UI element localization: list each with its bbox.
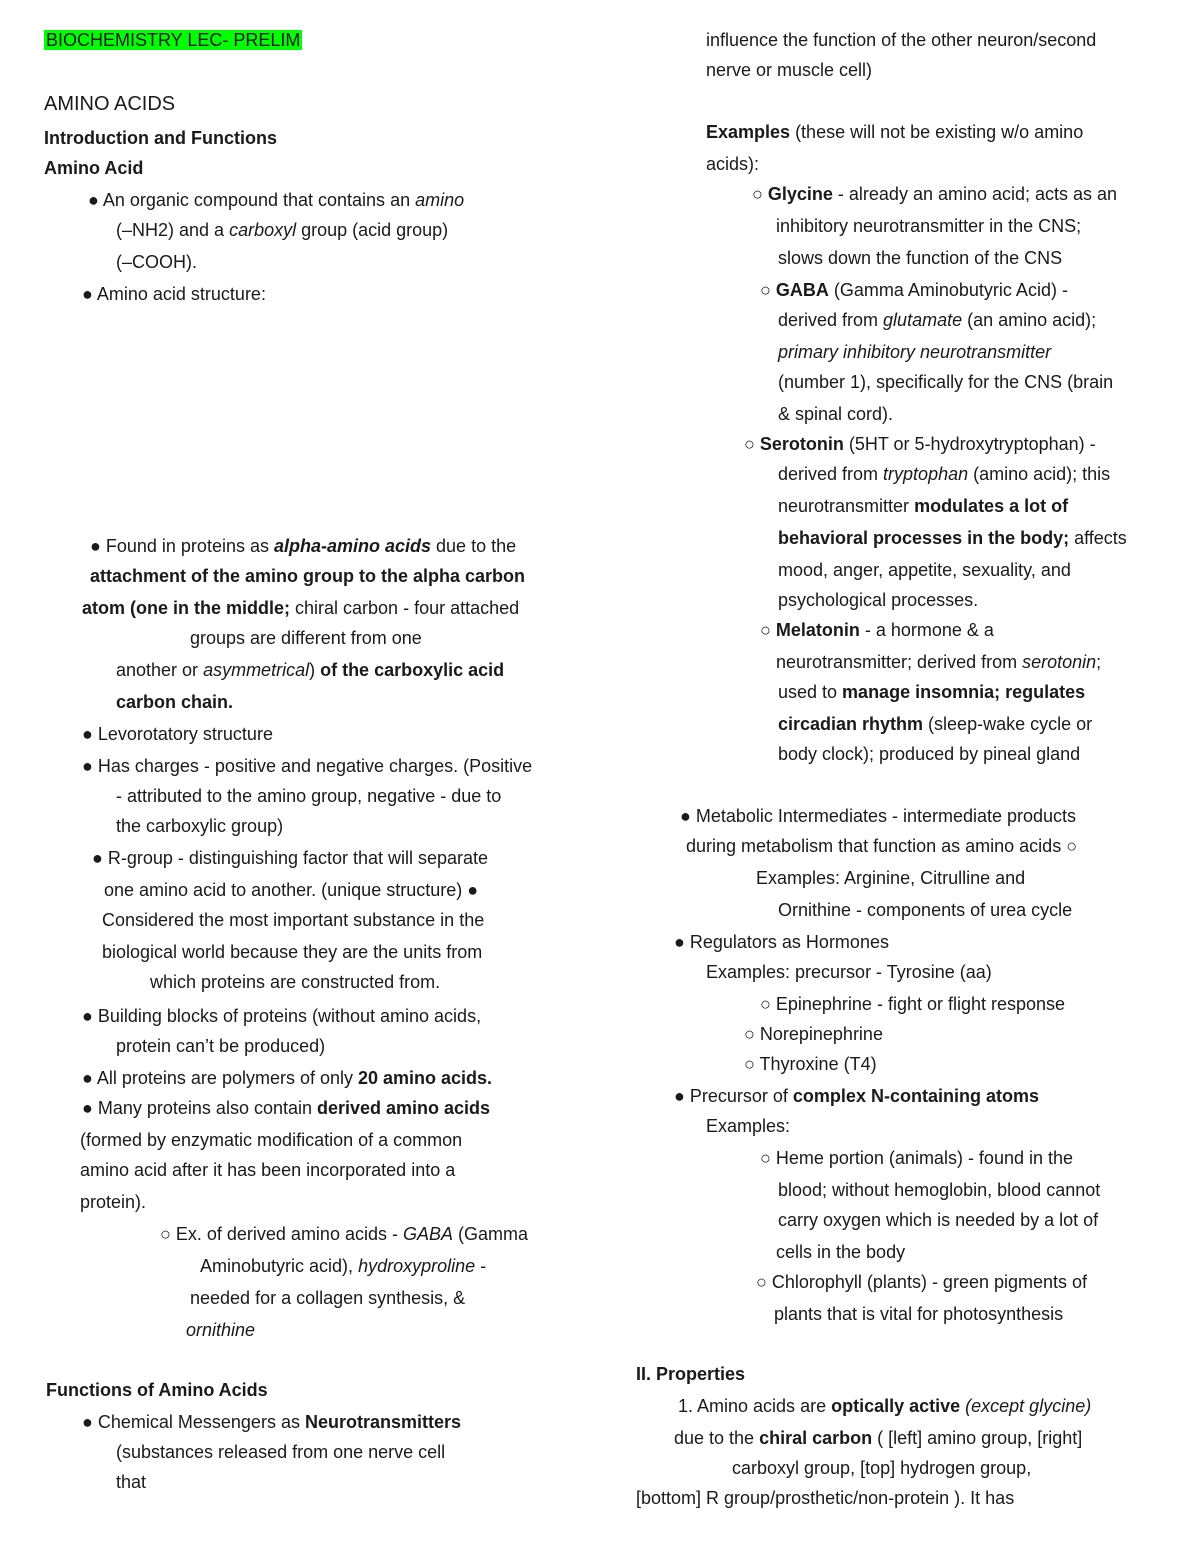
text-line: Examples: Arginine, Citrulline and [756, 868, 1026, 888]
text-line: influence the function of the other neuron/second [706, 30, 1097, 50]
text-line: due to the chiral carbon ( [left] amino group, [right] [674, 1428, 1083, 1448]
text-line: protein). [80, 1192, 147, 1212]
text-line: atom (one in the middle; chiral carbon - four attached [82, 598, 520, 618]
text-line: ● Building blocks of proteins (without amino acids, [82, 1006, 482, 1026]
text-line: which proteins are constructed from. [150, 972, 441, 992]
text-line: another or asymmetrical) of the carboxylic acid [116, 660, 505, 680]
text-line: ○ Melatonin - a hormone & a [760, 620, 994, 640]
text-line: ○ Epinephrine - fight or flight response [760, 994, 1066, 1014]
text-line: circadian rhythm (sleep-wake cycle or [778, 714, 1093, 734]
text-line: ● Many proteins also contain derived amino acids [82, 1098, 491, 1118]
text-line: ● Has charges - positive and negative charges. (Positive [82, 756, 533, 776]
highlighted-title: BIOCHEMISTRY LEC- PRELIM [46, 30, 301, 50]
text-line: ○ Heme portion (animals) - found in the [760, 1148, 1074, 1168]
text-line: ○ Thyroxine (T4) [744, 1054, 877, 1074]
text-line: mood, anger, appetite, sexuality, and [778, 560, 1071, 580]
text-line: ● Found in proteins as alpha-amino acids due to the [90, 536, 517, 556]
text-line: acids): [706, 154, 760, 174]
text-line: amino acid after it has been incorporated into a [80, 1160, 456, 1180]
text-line: derived from tryptophan (amino acid); this [778, 464, 1111, 484]
text-line: carry oxygen which is needed by a lot of [778, 1210, 1099, 1230]
text-line: behavioral processes in the body; affects [778, 528, 1127, 548]
text-line: ○ Ex. of derived amino acids - GABA (Gamma [160, 1224, 529, 1244]
text-line: ○ Serotonin (5HT or 5-hydroxytryptophan) - [744, 434, 1096, 454]
text-line: groups are different from one [190, 628, 422, 648]
text-line: carbon chain. [116, 692, 234, 712]
text-line: carboxyl group, [top] hydrogen group, [732, 1458, 1032, 1478]
text-line: Considered the most important substance in the [102, 910, 485, 930]
text-line: blood; without hemoglobin, blood cannot [778, 1180, 1101, 1200]
text-line: - attributed to the amino group, negative - due to [116, 786, 502, 806]
text-line: biological world because they are the units from [102, 942, 483, 962]
subheading-properties: II. Properties [636, 1364, 746, 1384]
text-line: Examples: [706, 1116, 791, 1136]
text-line: (number 1), specifically for the CNS (brain [778, 372, 1114, 392]
text-line: one amino acid to another. (unique structure) ● [104, 880, 479, 900]
text-line: plants that is vital for photosynthesis [774, 1304, 1064, 1324]
text-line: primary inhibitory neurotransmitter [778, 342, 1052, 362]
text-line: neurotransmitter modulates a lot of [778, 496, 1069, 516]
text-line: neurotransmitter; derived from serotonin; [776, 652, 1102, 672]
text-line: Ornithine - components of urea cycle [778, 900, 1073, 920]
text-line: ○ Norepinephrine [744, 1024, 883, 1044]
text-line: (formed by enzymatic modification of a common [80, 1130, 463, 1150]
text-line: attachment of the amino group to the alpha carbon [90, 566, 526, 586]
document-title [44, 28, 302, 52]
text-line: Aminobutyric acid), hydroxyproline - [200, 1256, 487, 1276]
text-line: ● Amino acid structure: [82, 284, 266, 304]
text-line: ● Levorotatory structure [82, 724, 273, 744]
text-line: (–COOH). [116, 252, 197, 272]
text-line: (–NH2) and a carboxyl group (acid group) [116, 220, 449, 240]
text-line: the carboxylic group) [116, 816, 284, 836]
text-line: ● R-group - distinguishing factor that will separate [92, 848, 489, 868]
text-line: ○ Glycine - already an amino acid; acts as an [752, 184, 1118, 204]
text-line: Examples: precursor - Tyrosine (aa) [706, 962, 992, 982]
subheading-intro: Introduction and Functions [44, 128, 277, 148]
text-line: ● Metabolic Intermediates - intermediate products [680, 806, 1077, 826]
text-line: ornithine [186, 1320, 256, 1340]
text-line: 1. Amino acids are optically active (except glycine) [678, 1396, 1092, 1416]
text-line: & spinal cord). [778, 404, 894, 424]
text-line: inhibitory neurotransmitter in the CNS; [776, 216, 1082, 236]
text-line: protein can’t be produced) [116, 1036, 326, 1056]
text-line: during metabolism that function as amino acids ○ [686, 836, 1078, 856]
text-line: ○ GABA (Gamma Aminobutyric Acid) - [760, 280, 1068, 300]
text-line: derived from glutamate (an amino acid); [778, 310, 1097, 330]
text-line: ● Precursor of complex N-containing atoms [674, 1086, 1039, 1106]
subheading-amino-acid: Amino Acid [44, 158, 144, 178]
text-line: that [116, 1472, 147, 1492]
text-line: psychological processes. [778, 590, 979, 610]
text-line: needed for a collagen synthesis, & [190, 1288, 466, 1308]
text-line: ● Chemical Messengers as Neurotransmitters [82, 1412, 461, 1432]
text-line: ● Regulators as Hormones [674, 932, 889, 952]
text-line: slows down the function of the CNS [778, 248, 1063, 268]
text-line: cells in the body [776, 1242, 906, 1262]
text-line: used to manage insomnia; regulates [778, 682, 1086, 702]
subheading-functions: Functions of Amino Acids [46, 1380, 268, 1400]
text-line: Examples (these will not be existing w/o amino [706, 122, 1084, 142]
text-line: (substances released from one nerve cell [116, 1442, 446, 1462]
text-line: ○ Chlorophyll (plants) - green pigments of [756, 1272, 1088, 1292]
text-line: ● All proteins are polymers of only 20 amino acids. [82, 1068, 493, 1088]
text-line: body clock); produced by pineal gland [778, 744, 1081, 764]
text-line: nerve or muscle cell) [706, 60, 873, 80]
text-line: ● An organic compound that contains an amino [88, 190, 465, 210]
section-heading: AMINO ACIDS [44, 93, 176, 115]
text-line: [bottom] R group/prosthetic/non-protein ). It has [636, 1488, 1015, 1508]
